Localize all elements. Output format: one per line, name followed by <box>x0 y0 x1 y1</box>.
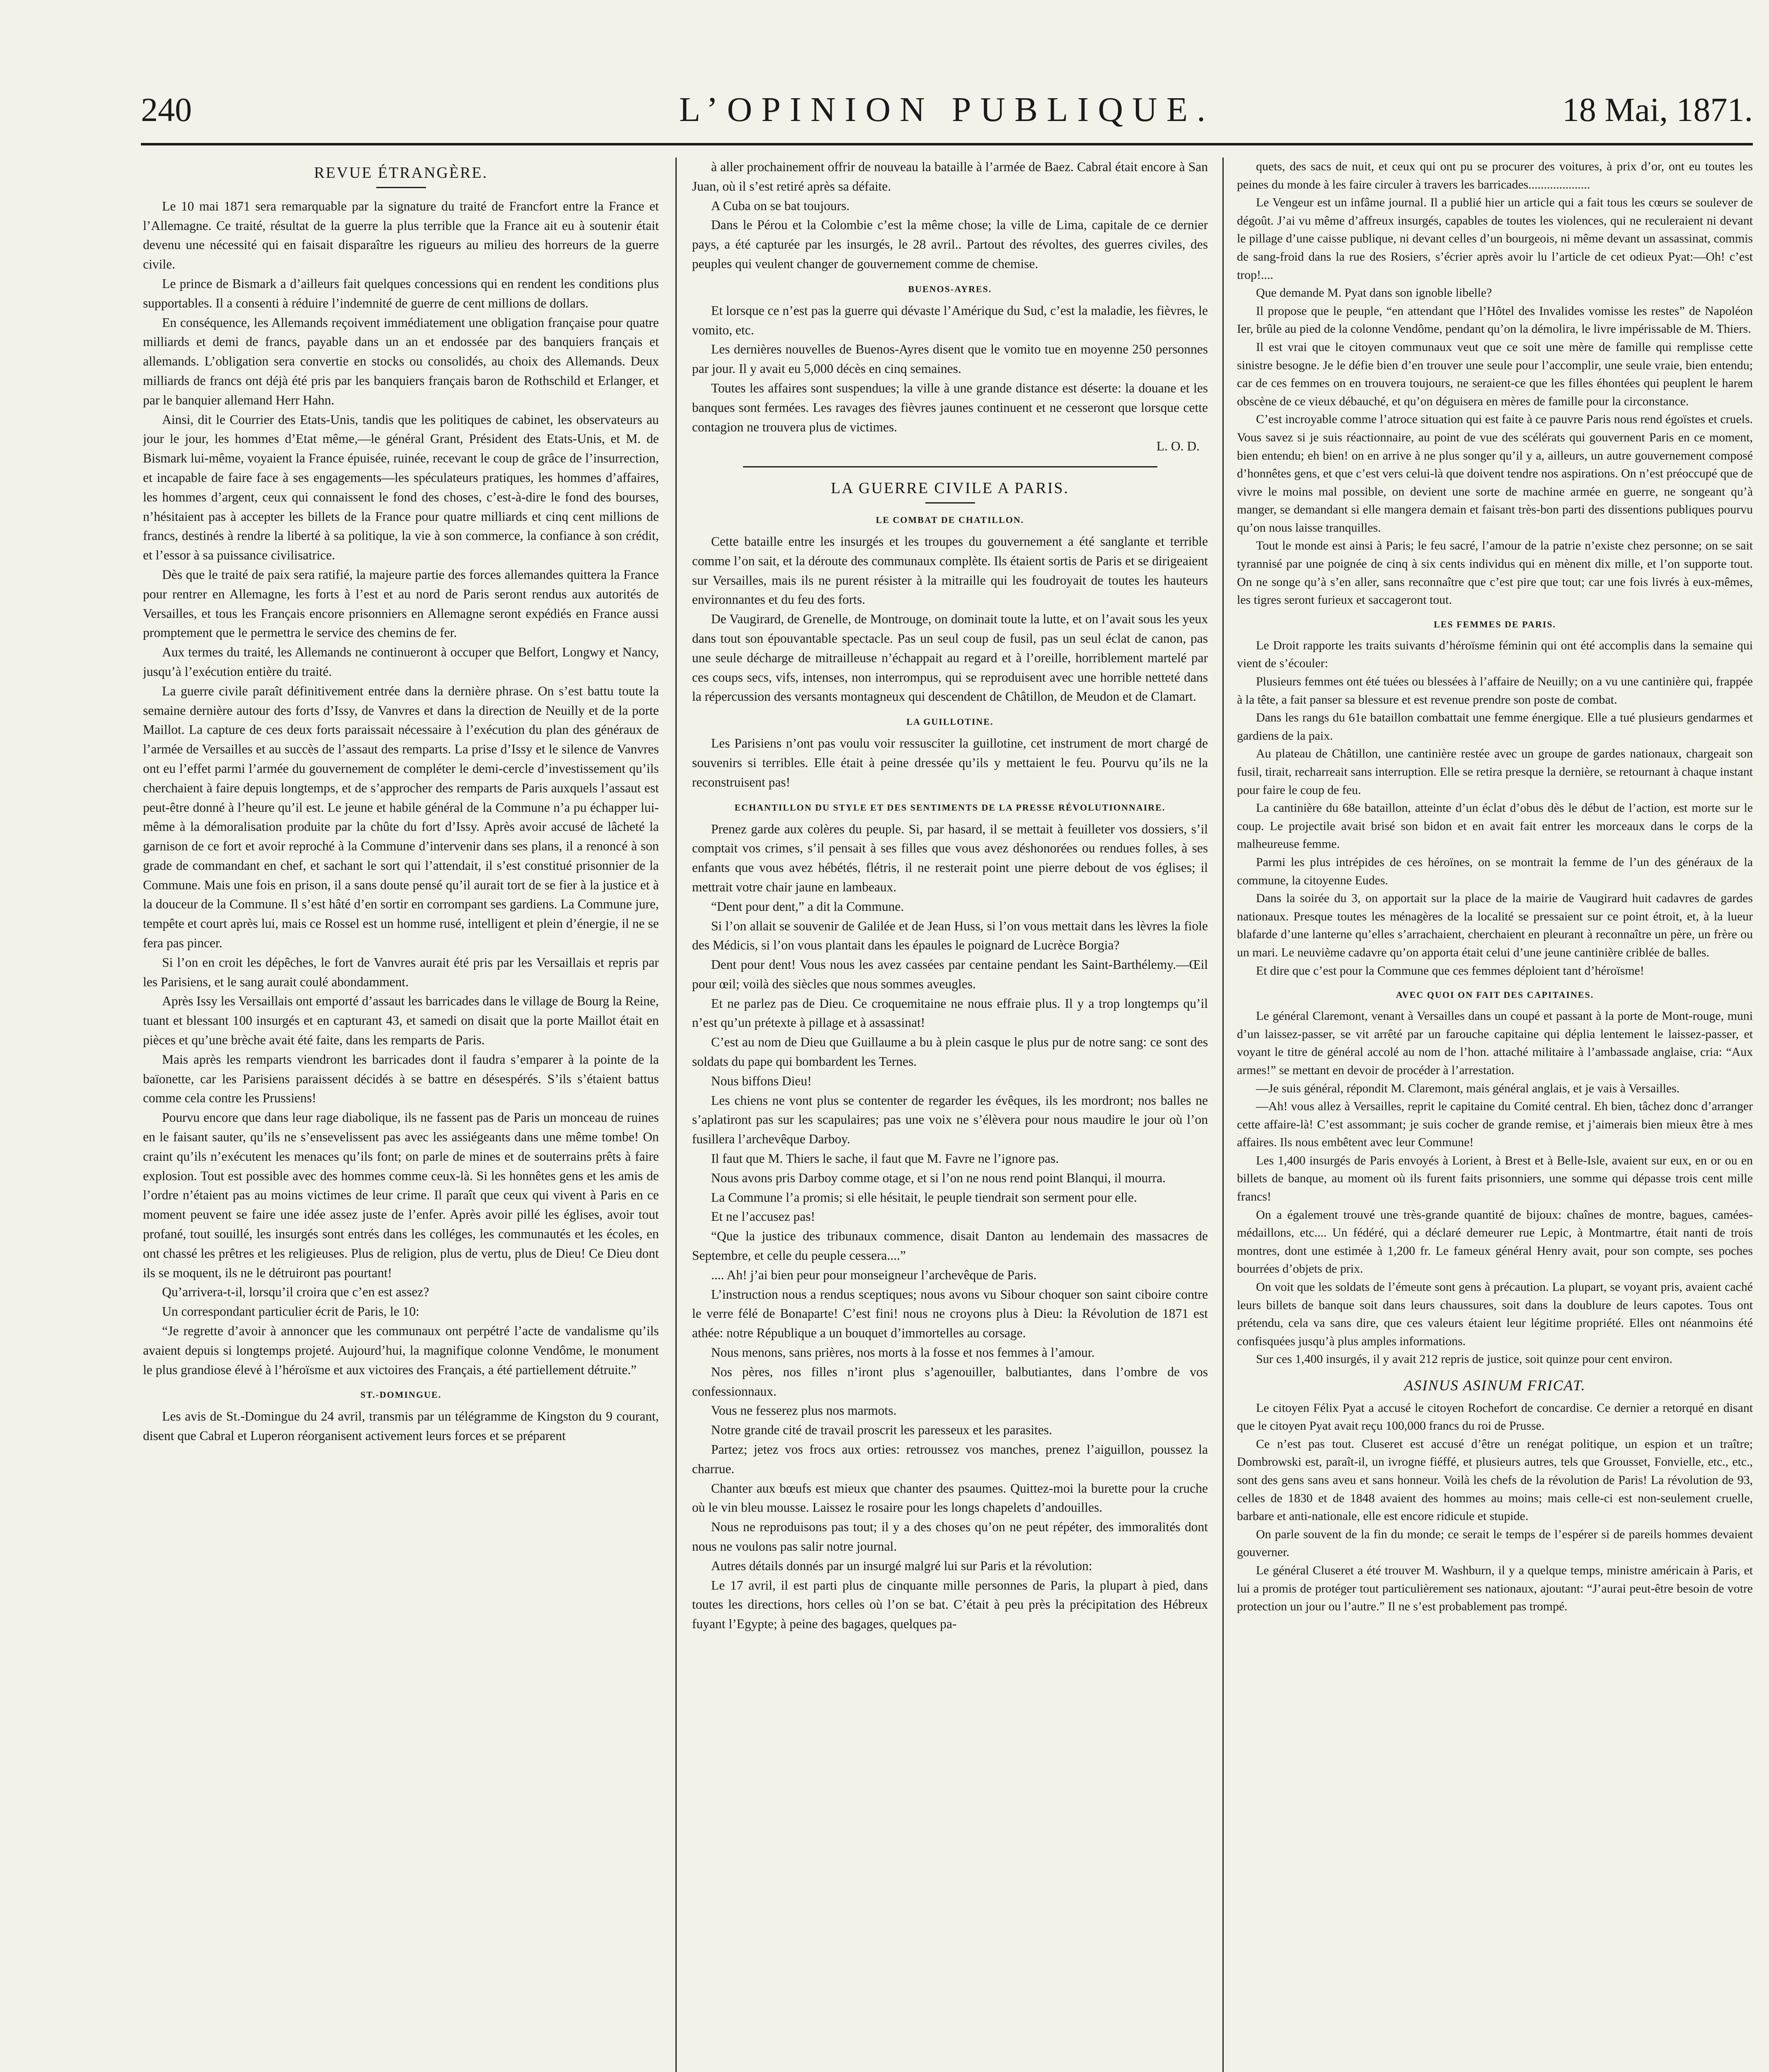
article-body <box>1237 1399 1753 1616</box>
paragraph: Ce n’est pas tout. Cluseret est accusé d’être un renégat politique, un espion et un traître; Dombrowski est, paraît-il, un ivrogne fiéffé, et plusieurs autres, tels que Grousset, Fonvielle, etc., etc., sont des gens sans aveu et sans honneur. Voilà les chefs de la révolution de Paris! La révolution de 93, celles de 1830 et de 1848 avaient des hommes au moins; mais celle-ci est non-seulement cruelle, barbare et anti-nationale, elle est encore ridicule et stupide. <box>1237 1437 1753 1523</box>
paragraph: Dès que le traité de paix sera ratifié, la majeure partie des forces allemandes quittera la France pour rentrer en Allemagne, les forts à l’est et au nord de Paris seront rendus aux autorités de Versailles, et tous les Français encore prisonniers en Allemagne seront expédiés en France aussi promptement que le permettra le service des chemins de fer. <box>143 567 659 640</box>
paragraph: Nous ne reproduisons pas tout; il y a des choses qu’on ne peut répéter, des immoralités dont nous ne voulons pas salir notre journal. <box>692 1520 1208 1554</box>
paragraph: Autres détails donnés par un insurgé malgré lui sur Paris et la révolution: <box>711 1558 1092 1573</box>
paragraph: Nous avons pris Darboy comme otage, et si l’on ne nous rend point Blanqui, il mourra. <box>711 1170 1166 1185</box>
paragraph: Aux termes du traité, les Allemands ne continueront à occuper que Belfort, Longwy et Nancy, jusqu’à l’exécution entière du traité. <box>143 645 659 679</box>
paragraph: Il propose que le peuple, “en attendant que l’Hôtel des Invalides vomisse les restes” de Napoléon Ier, brûle au pied de la colonne Vendôme, pendant qu’on la démolira, le livre impérissable de M. Thiers. <box>1237 304 1753 336</box>
paragraph: Que demande M. Pyat dans son ignoble libelle? <box>1256 286 1492 300</box>
paragraph: Le 10 mai 1871 sera remarquable par la signature du traité de Francfort entre la France et l’Allemagne. Ce traité, résultat de la guerre la plus terrible que la France ait eu à soutenir était devenu une nécessité qui en faisait disparaître les rigueurs au milieu des horreurs de la guerre civile. <box>143 198 659 272</box>
paragraph: Le citoyen Félix Pyat a accusé le citoyen Rochefort de concardise. Ce dernier a retorqué en disant que le citoyen Pyat avait reçu 100,000 francs du roi de Prusse. <box>1237 1401 1753 1433</box>
paragraph: Le 17 avril, il est parti plus de cinquante mille personnes de Paris, la plupart à pied, dans toutes les directions, hors celles où l’on se bat. C’était à peu près la précipitation des Hébreux fuyant l’Egypte; à peine des bagages, quelques pa- <box>692 1578 1208 1631</box>
article-body <box>692 820 1208 1634</box>
paragraph: Vous ne fesserez plus nos marmots. <box>711 1403 897 1418</box>
article-body <box>1237 637 1753 980</box>
column-3 <box>1237 157 1753 2072</box>
heading-rule <box>925 502 975 505</box>
paragraph: Dans les rangs du 61e bataillon combattait une femme énergique. Elle a tué plusieurs gendarmes et gardiens de la paix. <box>1237 711 1753 743</box>
subheading: BUENOS-AYRES. <box>908 283 992 294</box>
column-divider <box>675 157 677 2072</box>
paragraph: Un correspondant particulier écrit de Paris, le 10: <box>162 1304 420 1319</box>
section-separator <box>743 466 1157 470</box>
paragraph: “Que la justice des tribunaux commence, disait Danton au lendemain des massacres de Septembre, et celle du peuple cessera....” <box>692 1229 1208 1263</box>
newspaper-title: L’OPINION PUBLIQUE. <box>679 90 1215 129</box>
article-body <box>1237 1007 1753 1368</box>
paragraph: Pourvu encore que dans leur rage diabolique, ils ne fassent pas de Paris un monceau de ruines en le faisant sauter, qu’ils ne s’ensevelissent pas avec les assiégeants dans une même tombe! On craint qu’ils n’exécutent les menaces qu’ils font; on parle de mines et de souterrains prêts à faire explosion. Tout est possible avec des hommes comme ceux-là. Si les honnêtes gens et les amis de l’ordre n’étaient pas au moins victimes de leur crime. Il paraît que ceux qui vivent à Paris en ce moment peuvent se faire une idée assez juste de l’enfer. Après avoir pillé les églises, avoir tout profané, tout souillé, les insurgés sont entrés dans les colléges, les communautés et les écoles, en ont chassé les prêtres et les religieuses. Plus de religion, plus de vertu, plus de Dieu! Ce Dieu dont ils se moquent, ils ne le détruiront pas pourtant! <box>143 1110 659 1280</box>
section-heading: REVUE ÉTRANGÈRE. <box>314 164 488 182</box>
paragraph: Et ne parlez pas de Dieu. Ce croquemitaine ne nous effraie plus. Il y a trop longtemps qu’il n’est qu’un prétexte à pillage et à assassinat! <box>692 996 1208 1030</box>
section-heading: LA GUERRE CIVILE A PARIS. <box>830 479 1070 497</box>
paragraph: On voit que les soldats de l’émeute sont gens à précaution. La plupart, se voyant pris, avaient caché leurs billets de banque soit dans leurs chaussures, soit dans la doublure de leurs capotes. Tous ont prétendu, cela va sans dire, que ces valeurs étaient leur légitime propriété. Elles ont néanmoins été confisquées jusqu’à plus amples informations. <box>1237 1280 1753 1348</box>
paragraph: “Dent pour dent,” a dit la Commune. <box>711 899 904 914</box>
paragraph: —Ah! vous allez à Versailles, reprit le capitaine du Comité central. Eh bien, tâchez donc d’arranger cette affaire-là! C’est assommant; je suis cocher de grande remise, et j’aimerais bien mieux être à mes affaires. Ils nous embêtent avec leur Commune! <box>1237 1099 1753 1150</box>
paragraph: Il est vrai que le citoyen communaux veut que ce soit une mère de famille qui remplisse cette sinistre besogne. Je le défie bien d’en trouver une seule pour l’accomplir, une seule vraie, bien entendu; car de ces femmes on en trouvera toujours, ne seraient-ce que les filles éhontées qui peuplent le harem obscène de ce vieux débauché, et qu’on déguisera en mères de famille pour la circonstance. <box>1237 340 1753 408</box>
paragraph: Si l’on allait se souvenir de Galilée et de Jean Huss, si l’on vous mettait dans les lèvres la fiole des Médicis, si l’on vous plantait dans les épaules le poignard de Lucrèce Borgia? <box>692 918 1208 953</box>
paragraph: Parmi les plus intrépides de ces héroïnes, on se montrait la femme de l’un des généraux de la commune, la citoyenne Eudes. <box>1237 855 1753 887</box>
paragraph: Dent pour dent! Vous nous les avez cassées par centaine pendant les Saint-Barthélemy.—Œil pour œil; voilà des siècles que nous sommes aveugles. <box>692 957 1208 991</box>
paragraph: Ainsi, dit le Courrier des Etats-Unis, tandis que les politiques de cabinet, les observateurs au jour le jour, les hommes d’Etat même,—le général Grant, Président des Etats-Unis, et M. de Bismark lui-même, voyaient la France épuisée, ruinée, recevant le coup de grâce de l’insurrection, et incapable de faire face à ses engagements—les spéculateurs pratiques, les hommes d’affaires, les hommes d’argent, ceux qui connaissent le fond des choses, c’est-à-dire le fond des bourses, n’hésitaient pas à accepter les billets de la France pour quatre milliards et cinq cent millions de francs, destinés à rendre la liberté à sa politique, la vie à son commerce, la confiance à son crédit, et l’essor à sa puissance civilisatrice. <box>143 412 659 563</box>
paragraph: C’est incroyable comme l’atroce situation qui est faite à ce pauvre Paris nous rend égoïstes et cruels. Vous savez si je suis réactionnaire, au point de vue des scélérats qui gouvernent Paris en ce moment, bien entendu; eh bien! on en arrive à ne plus songer qu’il y a, ailleurs, un autre gouvernement composé d’honnêtes gens, et que c’est vers celui-là que doivent tendre nos aspirations. On n’est préoccupé que de vivre le moins mal possible, on devient une sorte de machine armée en guerre, ne songeant qu’à manger, se demandant si elle mangera demain et faisant très-bon parti des dissentions publiques pourvu qu’on nous laisse tranquilles. <box>1237 412 1753 535</box>
paragraph: Nous menons, sans prières, nos morts à la fosse et nos femmes à l’amour. <box>711 1345 1095 1360</box>
article-body <box>692 301 1208 437</box>
paragraph: Au plateau de Châtillon, une cantinière restée avec un groupe de gardes nationaux, chargeait son fusil, tirait, recharreait sans interruption. Elle se retira presque la dernière, se retournant à chaque instant pour faire le coup de feu. <box>1237 747 1753 797</box>
paragraph: C’est au nom de Dieu que Guillaume a bu à plein casque le plus pur de notre sang: ce sont des soldats du pape qui bombardent les Ternes. <box>692 1035 1208 1069</box>
paragraph: Prenez garde aux colères du peuple. Si, par hasard, il se mettait à feuilleter vos dossiers, s’il comptait vos crimes, s’il pensait à ses filles que vous avez déshonorées ou rendues folles, à ses enfants que vous avez hébétés, flétris, il ne resterait point une pierre debout de vos églises; il mettrait votre chair jaune en lambeaux. <box>692 821 1208 894</box>
subheading: ECHANTILLON DU STYLE ET DES SENTIMENTS DE LA PRESSE RÉVOLUTIONNAIRE. <box>734 802 1166 813</box>
subheading: AVEC QUOI ON FAIT DES CAPITAINES. <box>1396 990 1594 1000</box>
column-1 <box>143 157 659 2072</box>
article-body <box>692 532 1208 707</box>
paragraph: L’instruction nous a rendus sceptiques; nous avons vu Sibour choquer son saint ciboire contre le verre félé de Bonaparte! C’est fini! nous ne croyons plus à Dieu: la Révolution de 1871 est athée: notre République a un bouquet d’immortelles au corsage. <box>692 1287 1208 1341</box>
paragraph: Le général Claremont, venant à Versailles dans un coupé et passant à la porte de Mont-rouge, muni d’un laissez-passer, se vit arrêté par un farouche capitaine qui déplia lentement le laissez-passer, et voyant le titre de général accolé au nom de l’hon. attaché militaire à l’ambassade anglaise, cria: “Aux armes!” se mettant en devoir de procéder à l’arrestation. <box>1237 1009 1753 1077</box>
paragraph: Nous biffons Dieu! <box>711 1073 812 1088</box>
paragraph: Nos pères, nos filles n’iront plus s’agenouiller, balbutiantes, dans l’ombre de vos confessionnaux. <box>692 1364 1208 1399</box>
paragraph: Chanter aux bœufs est mieux que chanter des psaumes. Quittez-moi la burette pour la cruche où le vin bleu mousse. Laissez le rosaire pour les longs chapelets d’andouilles. <box>692 1481 1208 1515</box>
paragraph: Dans le Pérou et la Colombie c’est la même chose; la ville de Lima, capitale de ce dernier pays, a été capturée par les insurgés, le 28 avril.. Partout des révoltes, des guerres civiles, des peuples qui veulent changer de gouvernement comme de chemise. <box>692 218 1208 271</box>
paragraph: Les avis de St.-Domingue du 24 avril, transmis par un télégramme de Kingston du 9 courant, disent que Cabral et Luperon réorganisent activement leurs forces et se préparent <box>143 1409 659 1443</box>
section-heading: ASINUS ASINUM FRICAT. <box>1404 1377 1586 1394</box>
article-body <box>692 157 1208 274</box>
paragraph: .... Ah! j’ai bien peur pour monseigneur l’archevêque de Paris. <box>711 1267 1037 1282</box>
paragraph: Les 1,400 insurgés de Paris envoyés à Lorient, à Brest et à Belle-Isle, avaient sur eux, en or ou en billets de banque, au moment où ils furent faits prisonniers, une somme qui dépasse trois cent mille francs! <box>1237 1153 1753 1204</box>
subheading: LA GUILLOTINE. <box>906 716 994 727</box>
paragraph: Et dire que c’est pour la Commune que ces femmes déploient tant d’héroïsme! <box>1256 963 1644 978</box>
paragraph: La Commune l’a promis; si elle hésitait, le peuple tiendrait son serment pour elle. <box>711 1190 1137 1205</box>
paragraph: Les dernières nouvelles de Buenos-Ayres disent que le vomito tue en moyenne 250 personnes par jour. Il y avait eu 5,000 décès en cinq semaines. <box>692 342 1208 376</box>
paragraph: Et ne l’accusez pas! <box>711 1209 815 1224</box>
paragraph: Le général Cluseret a été trouver M. Washburn, il y a quelque temps, ministre américain à Paris, et lui a promis de protéger tout particulièrement ses nationaux, ajoutant: “J’aurai peut-être besoin de votre protection un jour ou l’autre.” Il ne s’est probablement pas trompé. <box>1237 1563 1753 1614</box>
paragraph: Toutes les affaires sont suspendues; la ville à une grande distance est déserte: la douane et les banques sont fermées. Les ravages des fièvres jaunes continuent et ne cesseront que lorsque cette contagion ne trouvera plus de victimes. <box>692 380 1208 434</box>
subheading: LE COMBAT DE CHATILLON. <box>876 514 1024 525</box>
paragraph: Tout le monde est ainsi à Paris; le feu sacré, l’amour de la patrie n’existe chez personne; on se sait tyrannisé par une poignée de cinq à six cents individus qui en mènent dix mille, et l’on supporte tout. On ne songe qu’à s’en aller, sans reconnaître que c’est pire que tout; car une fois livrés à eux-mêmes, les tigres seront furieux et saccageront tout. <box>1237 539 1753 607</box>
paragraph: En conséquence, les Allemands reçoivent immédiatement une obligation française pour quatre milliards et demi de francs, payable dans un an et endossée par des banquiers français et allemands. L’obligation sera convertie en stocks ou consolidés, au choix des Allemands. Deux milliards de francs ont déjà été pris par les banquiers français baron de Rothschild et Erlanger, et par le banquier allemand Herr Hahn. <box>143 315 659 407</box>
paragraph: —Je suis général, répondit M. Claremont, mais général anglais, et je vais à Versailles. <box>1256 1081 1680 1095</box>
article-body <box>1237 157 1753 609</box>
masthead-rule <box>141 143 1753 147</box>
paragraph: Plusieurs femmes ont été tuées ou blessées à l’affaire de Neuilly; on a vu une cantinière qui, frappée à la tête, a fait panser sa blessure et est revenue prendre son poste de combat. <box>1237 675 1753 707</box>
paragraph: Sur ces 1,400 insurgés, il y avait 212 repris de justice, soit quinze pour cent environ. <box>1256 1352 1672 1366</box>
paragraph: On parle souvent de la fin du monde; ce serait le temps de l’espérer si de pareils hommes devaient gouverner. <box>1237 1527 1753 1559</box>
paragraph: Cette bataille entre les insurgés et les troupes du gouvernement a été sanglante et terrible comme l’on sait, et la déroute des communaux complète. Ils étaient sortis de Paris et se dirigeaient sur Versailles, mais ils ne purent résister à la mitraille qui les foudroyait de toutes les hauteurs environnantes et du feu des forts. <box>692 534 1208 607</box>
paragraph: Le Droit rapporte les traits suivants d’héroïsme féminin qui ont été accomplis dans la semaine qui vient de s’écouler: <box>1237 638 1753 670</box>
subheading: ST.-DOMINGUE. <box>360 1389 442 1400</box>
paragraph: La cantinière du 68e bataillon, atteinte d’un éclat d’obus dès le début de l’action, est morte sur le coup. Le projectile avait brisé son bidon et en avait fait entrer les morceaux dans le corps de la malheureuse femme. <box>1237 801 1753 851</box>
paragraph: De Vaugirard, de Grenelle, de Montrouge, on dominait toute la lutte, et on l’avait sous les yeux dans tout son épouvantable spectacle. Pas un seul coup de fusil, pas un seul éclat de canon, pas une seule décharge de mitrailleuse n’échappait au regard et à l’oreille, horriblement martelé par ces coups secs, vifs, intenses, non interrompus, qui se reproduisent avec une horrible netteté dans la répercussion des versants montagneux qui descendent de Châtillon, de Meudon et de Clamart. <box>692 612 1208 704</box>
paragraph: Le prince de Bismark a d’ailleurs fait quelques concessions qui en rendent les conditions plus supportables. Il a consenti à réduire l’indemnité de guerre de cent millions de dollars. <box>143 276 659 310</box>
column-2 <box>692 157 1208 2072</box>
heading-rule <box>376 187 426 189</box>
article-body <box>143 1407 659 1446</box>
paragraph: Si l’on en croit les dépêches, le fort de Vanvres aurait été pris par les Versaillais et repris par les Parisiens, et le sang aurait coulé abondamment. <box>143 955 659 989</box>
paragraph: à aller prochainement offrir de nouveau la bataille à l’armée de Baez. Cabral était encore à San Juan, où il s’est retiré après sa défaite. <box>692 160 1208 194</box>
subheading: LES FEMMES DE PARIS. <box>1433 619 1556 629</box>
paragraph: “Je regrette d’avoir à annoncer que les communaux ont perpétré l’acte de vandalisme qu’ils avaient depuis si longtemps projeté. Aujourd’hui, la magnifique colonne Vendôme, le monument le plus grandiose élevé à l’héroïsme et aux victoires des Français, a été partiellement détruite.” <box>143 1324 659 1377</box>
paragraph: Qu’arrivera-t-il, lorsqu’il croira que c’en est assez? <box>162 1285 429 1300</box>
paragraph: Après Issy les Versaillais ont emporté d’assaut les barricades dans le village de Bourg la Reine, tuant et blessant 100 insurgés et en capturant 43, et samedi on disait que la porte Maillot était en pièces et qu’une brèche avait été faite, dans les remparts de Paris. <box>143 994 659 1048</box>
paragraph: Mais après les remparts viendront les barricades dont il faudra s’emparer à la pointe de la baïonette, car les Parisiens paraissent décidés à se battre en désespérés. S’ils s’étaient battus comme cela contre les Prussiens! <box>143 1052 659 1106</box>
paragraph: Dans la soirée du 3, on apportait sur la place de la mairie de Vaugirard huit cadavres de gardes nationaux. Presque toutes les ménagères de la localité se pressaient sur ce point étroit, et, à la lueur blafarde d’une lanterne qu’elles s’arrachaient, cherchaient en pleurant à reconnaître un père, un frère ou un mari. Le neuvième cadavre qu’on apporta était celui d’une jeune cantinière criblée de balles. <box>1237 891 1753 959</box>
issue-date: 18 Mai, 1871. <box>1562 91 1753 128</box>
paragraph: A Cuba on se bat toujours. <box>711 198 850 213</box>
paragraph: quets, des sacs de nuit, et ceux qui ont pu se procurer des voitures, à prix d’or, ont eu toutes les peines du monde à les faire circuler à travers les barricades.................... <box>1237 160 1753 191</box>
paragraph: Il faut que M. Thiers le sache, il faut que M. Favre ne l’ignore pas. <box>711 1151 1059 1166</box>
paragraph: La guerre civile paraît définitivement entrée dans la dernière phrase. On s’est battu toute la semaine dernière autour des forts d’Issy, de Vanvres et dans la direction de Neuilly et de la porte Maillot. La capture de ces deux forts paraissait nécessaire à l’exécution du plan des généraux de l’armée de Versailles et au succès de l’assaut des remparts. La prise d’Issy et le silence de Vanvres ont eu l’effet parmi l’armée du gouvernement de compléter le demi-cercle d’investissement qu’ils cherchaient à faire depuis longtemps, et de s’approcher des remparts de Paris auxquels l’assaut est peut-être donné à l’heure qu’il est. Le jeune et habile général de la Commune n’a pu échapper lui-même à la démoralisation produite par la chûte du fort d’Issy. Après avoir accusé de lâcheté la garnison de ce fort et avoir reproché à la Commune d’intervenir dans ses plans, il a renoncé à son grade de commandant en chef, et sachant le sort qui l’attendait, il s’est constitué prisonnier de la Commune. Mais une fois en prison, il a sans doute pensé qu’il aurait tort de se fier à la justice et à la douceur de la Commune. Il s’est hâté d’en sortir en corrompant ses gardiens. La Commune jure, tempête et court après lui, mais ce Rossel est un homme rusé, intelligent et plein d’énergie, il ne se fera pas pincer. <box>143 683 659 951</box>
paragraph: Notre grande cité de travail proscrit les paresseux et les parasites. <box>711 1423 1053 1438</box>
paragraph: On a également trouvé une très-grande quantité de bijoux: chaînes de montre, bagues, camées-médaillons, etc.... Un fédéré, qui a déclaré demeurer rue Lepic, à Montmartre, était nanti de trois montres, dont une estimée à 1,200 fr. Le fameux général Henry avait, pour son compte, ses poches bourrées d’objets de prix. <box>1237 1208 1753 1276</box>
article-body <box>692 734 1208 792</box>
paragraph: Le Vengeur est un infâme journal. Il a publié hier un article qui a fait tous les cœurs se soulever de dégoût. J’ai vu même d’affreux insurgés, capables de toutes les violences, qui ne reculeraient ni devant le pillage d’une caisse publique, ni devant celles d’un bourgeois, ni même devant un assassinat, commis de sang-froid dans la rue des Rosiers, s’écrier après avoir lu l’article de cet odieux Pyat:—Oh! c’est trop!.... <box>1237 196 1753 282</box>
page-number: 240 <box>141 91 192 128</box>
article-signature: L. O. D. <box>1156 439 1200 454</box>
paragraph: Partez; jetez vos frocs aux orties: retroussez vos manches, prenez l’aiguillon, poussez la charrue. <box>692 1442 1208 1476</box>
paragraph: Les chiens ne vont plus se contenter de regarder les évêques, ils les mordront; nos balles ne s’aplatiront pas sur les scapulaires; pas une voix ne s’élèvera pour nous maudire le jour où l’on fusillera l’archevêque Darboy. <box>692 1093 1208 1147</box>
column-divider <box>1222 157 1224 2072</box>
masthead <box>141 79 1753 141</box>
paragraph: Et lorsque ce n’est pas la guerre qui dévaste l’Amérique du Sud, c’est la maladie, les fièvres, le vomito, etc. <box>692 303 1208 337</box>
article-body <box>143 197 659 1380</box>
paragraph: Les Parisiens n’ont pas voulu voir ressusciter la guillotine, cet instrument de mort chargé de souvenirs si terribles. Elle était à peine dressée qu’ils y mettaient le feu. Pourvu qu’ils ne la reconstruisent pas! <box>692 736 1208 789</box>
